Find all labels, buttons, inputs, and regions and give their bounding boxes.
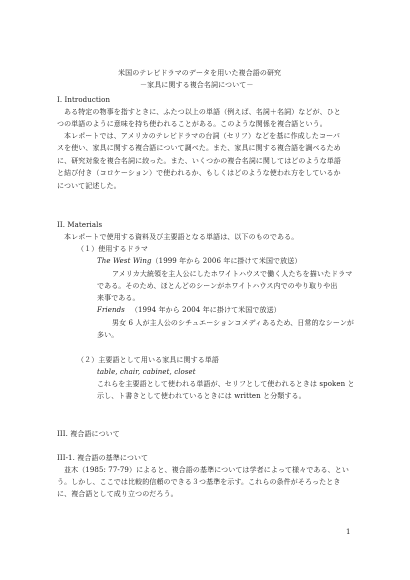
drama1-line: [97, 257, 301, 266]
sub2-desc-line: 示し、ト書きとして使われているときには written と分類する。: [97, 392, 306, 400]
drama2-desc-line: 多い。: [97, 331, 119, 339]
document-subtitle: －家具に関する複合名詞について－: [140, 81, 254, 89]
materials-intro: 本レポートで使用する資料及び主要語となる単語は、以下のものである。: [64, 233, 299, 241]
materials-sub2-label: （２）主要語として用いる家具に関する単語: [77, 356, 219, 364]
keyword-list: table, chair, cabinet, closet: [97, 368, 196, 376]
drama2-desc-line: 男女 6 人が主人公のシチュエーションコメディあるため、日常的なシーンが: [112, 319, 355, 327]
intro-p2-line: について記述した。: [57, 182, 121, 190]
drama2-title: Friends: [97, 306, 125, 314]
drama1-desc-line: アメリカ大統領を主人公にしたホワイトハウスで働く人たちを描いたドラマ: [112, 270, 353, 278]
sub2-desc-line: これらを主要語として使われる単語が、セリフとして使われるときは spoken と: [97, 380, 355, 388]
section-heading-introduction: I. Introduction: [57, 96, 111, 104]
section-heading-compounds: III. 複合語について: [57, 430, 120, 438]
drama1-desc-line: 来事である。: [97, 294, 140, 302]
drama1-title: The West Wing: [97, 257, 152, 265]
criteria-p1-line: う。しかし、ここでは比較的信頼のできる３つ基準を示す。これらの条件がそろったとき: [57, 478, 341, 486]
drama1-years: （1999 年から 2006 年に掛けて米国で放送）: [151, 257, 302, 265]
intro-p2-line: と結び付き（コロケーション）で使われるか、もしくはどのような使われ方をしているか: [57, 169, 341, 177]
intro-p1-line: ある特定の物事を指すときに、ふたつ以上の単語（例えば、名詞＋名詞）などが、ひと: [64, 108, 341, 116]
materials-sub1-label: （１）使用するドラマ: [77, 245, 148, 253]
drama2-years: （1994 年から 2004 年に掛けて米国で放送）: [130, 306, 281, 314]
criteria-p1-line: 並木（1985: 77-79）によると、複合語の基準については学者によって様々である、とい: [64, 466, 349, 474]
document-title: 米国のテレビドラマのデータを用いた複合語の研究: [118, 69, 282, 77]
drama1-desc-line: である。そのため、ほとんどのシーンがホワイトハウス内でのやり取りや出: [97, 282, 338, 290]
intro-p2-line: 本レポートでは、アメリカのテレビドラマの台詞（セリフ）などを基に作成したコーパ: [64, 132, 340, 140]
intro-p1-line: つの単語のように意味を持ち使われることがある。このような関係を複合語という。: [57, 120, 327, 128]
section-heading-materials: II. Materials: [57, 221, 103, 229]
criteria-p1-line: に、複合語として成り立つのだろう。: [57, 490, 178, 498]
drama2-line: [97, 306, 281, 315]
page-number: 1: [346, 528, 351, 536]
subsection-heading-criteria: III-1. 複合語の基準について: [57, 454, 149, 462]
intro-p2-line: スを使い、家具に関する複合語について調べた。また、家具に関する複合語を調べるため: [57, 144, 341, 152]
intro-p2-line: に、研究対象を複合名詞に絞った。また、いくつかの複合名詞に関してはどのような単語: [57, 157, 341, 165]
